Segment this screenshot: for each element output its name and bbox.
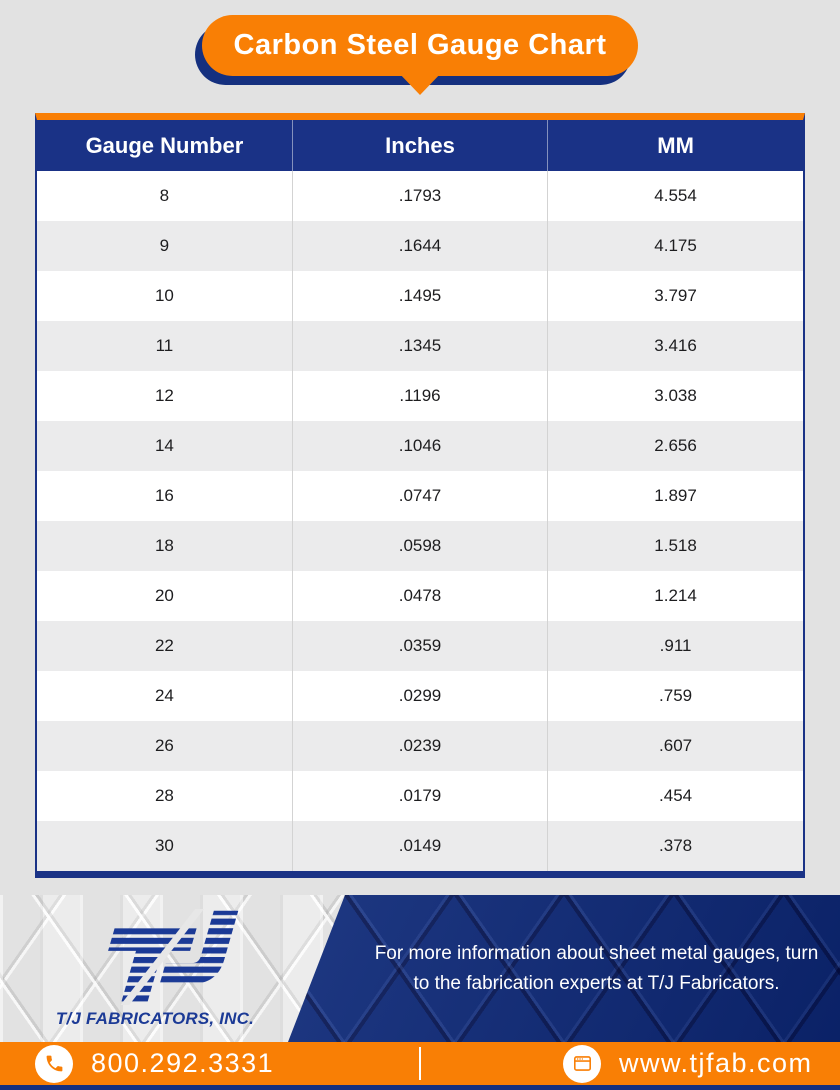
table-cell: 22 <box>154 636 174 655</box>
page-title: Carbon Steel Gauge Chart <box>202 15 638 76</box>
website-icon <box>563 1045 601 1083</box>
gauge-table-frame <box>35 113 805 878</box>
website-url[interactable]: www.tjfab.com <box>619 1048 813 1078</box>
table-cell: .607 <box>548 721 803 771</box>
table-cell: .1046 <box>292 421 547 471</box>
table-cell: 8 <box>159 186 170 205</box>
column-header-gauge-number: Gauge Number <box>37 120 292 171</box>
table-cell: 14 <box>154 436 174 455</box>
table-cell: .0179 <box>292 771 547 821</box>
table-cell: 3.797 <box>548 271 803 321</box>
phone-contact[interactable] <box>35 1042 274 1085</box>
table-cell: .1644 <box>292 221 547 271</box>
table-cell: .0747 <box>292 471 547 521</box>
table-cell: .759 <box>548 671 803 721</box>
table-cell: 16 <box>154 486 174 505</box>
table-row <box>37 621 803 671</box>
table-cell: .0359 <box>292 621 547 671</box>
table-cell: 1.518 <box>548 521 803 571</box>
tj-fabricators-logo-icon <box>71 909 239 1005</box>
table-cell: 2.656 <box>548 421 803 471</box>
footer-message <box>365 895 828 1042</box>
table-row <box>37 671 803 721</box>
bottom-strip <box>0 1085 840 1090</box>
table-cell: 3.038 <box>548 371 803 421</box>
table-row <box>37 371 803 421</box>
table-cell: .1793 <box>292 171 547 221</box>
footer-logo-area <box>0 895 310 1042</box>
table-row <box>37 421 803 471</box>
website-contact[interactable] <box>563 1042 813 1085</box>
column-header-inches: Inches <box>292 120 547 171</box>
banner-pointer <box>397 71 443 95</box>
table-cell: 9 <box>159 236 170 255</box>
table-cell: 20 <box>154 586 174 605</box>
table-row <box>37 771 803 821</box>
table-cell: 18 <box>154 536 174 555</box>
table-cell: 1.214 <box>548 571 803 621</box>
table-cell: 3.416 <box>548 321 803 371</box>
contact-divider <box>419 1047 421 1080</box>
footer <box>0 895 840 1042</box>
table-cell: .0478 <box>292 571 547 621</box>
table-cell: .1495 <box>292 271 547 321</box>
table-cell: .1196 <box>292 371 547 421</box>
table-cell: 11 <box>155 336 174 355</box>
title-banner <box>202 15 638 76</box>
table-cell: .0149 <box>292 821 547 871</box>
table-row <box>37 271 803 321</box>
table-cell: .0299 <box>292 671 547 721</box>
contact-bar <box>0 1042 840 1085</box>
table-cell: 24 <box>154 686 174 705</box>
table-cell: 10 <box>154 286 174 305</box>
table-row <box>37 321 803 371</box>
table-cell: 30 <box>154 836 174 855</box>
table-cell: .378 <box>548 821 803 871</box>
table-cell: 12 <box>154 386 174 405</box>
table-cell: .454 <box>548 771 803 821</box>
table-row <box>37 721 803 771</box>
footer-message-line1: For more information about sheet metal gauges, turn <box>374 942 819 964</box>
table-cell: 26 <box>154 736 174 755</box>
table-row <box>37 221 803 271</box>
table-row <box>37 521 803 571</box>
table-row <box>37 171 803 221</box>
footer-message-line2: to the fabrication experts at T/J Fabricators. <box>413 972 780 994</box>
table-cell: 4.554 <box>548 171 803 221</box>
gauge-table-body <box>37 171 803 871</box>
table-cell: 1.897 <box>548 471 803 521</box>
table-header-row <box>37 120 803 171</box>
table-cell: .0598 <box>292 521 547 571</box>
table-row <box>37 471 803 521</box>
column-header-mm: MM <box>548 120 803 171</box>
footer-logo-text: T/J FABRICATORS, INC. <box>55 1008 255 1028</box>
table-cell: .911 <box>548 621 803 671</box>
phone-number[interactable]: 800.292.3331 <box>91 1048 275 1078</box>
table-cell: .1345 <box>292 321 547 371</box>
table-cell: .0239 <box>292 721 547 771</box>
table-cell: 28 <box>154 786 174 805</box>
table-row <box>37 821 803 871</box>
gauge-table <box>37 120 803 871</box>
table-row <box>37 571 803 621</box>
table-cell: 4.175 <box>548 221 803 271</box>
phone-icon <box>35 1045 73 1083</box>
